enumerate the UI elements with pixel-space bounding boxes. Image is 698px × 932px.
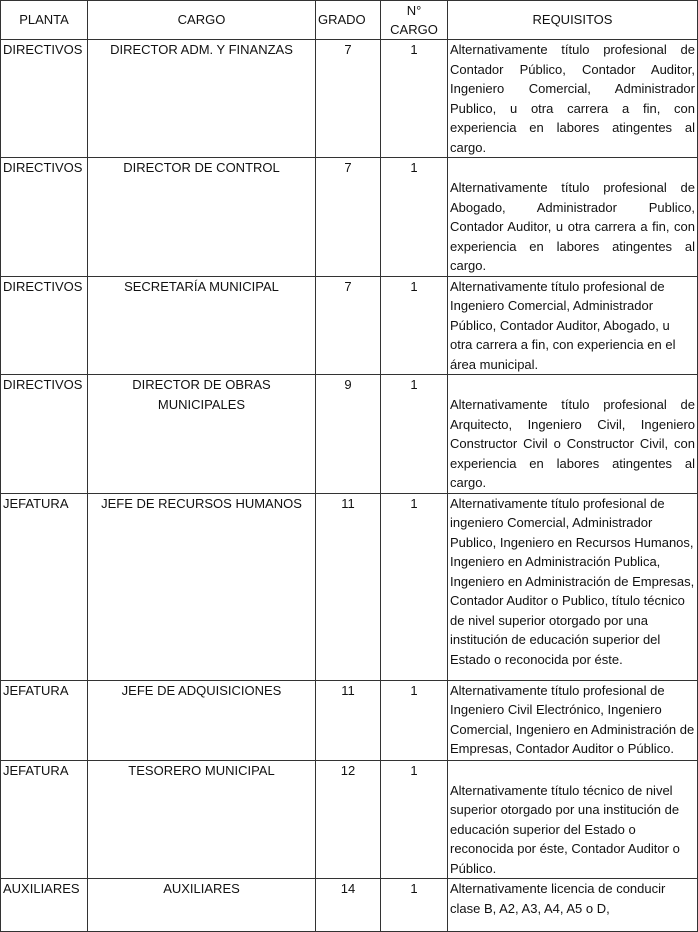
header-requisitos: REQUISITOS <box>448 1 698 40</box>
grado-cell: 11 <box>316 680 381 760</box>
requisitos-cell: Alternativamente título profesional de Ingeniero Civil Electrónico, Ingeniero Comercial, Ingeniero en Administración de Empresas, Contador Auditor o Público. <box>448 680 698 760</box>
requisitos-cell: Alternativamente licencia de conducir clase B, A2, A3, A4, A5 o D, <box>448 879 698 932</box>
cargo-cell: JEFE DE RECURSOS HUMANOS <box>88 493 316 680</box>
cargo-cell: JEFE DE ADQUISICIONES <box>88 680 316 760</box>
table-row <box>1 40 698 158</box>
grado-cell: 12 <box>316 760 381 879</box>
header-grado: GRADO <box>316 1 381 40</box>
requisitos-cell: Alternativamente título profesional de ingeniero Comercial, Administrador Publico, Ingeniero en Recursos Humanos, Ingeniero en Administración Publica, Ingeniero en Administración de Empresas, Contador Auditor o Publico, título técnico de nivel superior otorgado por una institución de educación superior del Estado o reconocida por éste. <box>448 493 698 680</box>
grado-cell: 11 <box>316 493 381 680</box>
planta-cell: DIRECTIVOS <box>1 158 88 277</box>
planta-cell: DIRECTIVOS <box>1 40 88 158</box>
header-planta: PLANTA <box>1 1 88 40</box>
grado-cell: 14 <box>316 879 381 932</box>
header-row <box>1 1 698 40</box>
header-cargo: CARGO <box>88 1 316 40</box>
n-cargo-cell: 1 <box>381 276 448 375</box>
n-cargo-cell: 1 <box>381 680 448 760</box>
n-cargo-cell: 1 <box>381 879 448 932</box>
n-cargo-cell: 1 <box>381 375 448 494</box>
cargo-cell: DIRECTOR ADM. Y FINANZAS <box>88 40 316 158</box>
planta-cell: JEFATURA <box>1 493 88 680</box>
header-n-cargo-line1: N° <box>406 3 422 18</box>
table-row <box>1 375 698 494</box>
planta-cell: DIRECTIVOS <box>1 276 88 375</box>
cargo-cell: DIRECTOR DE OBRAS MUNICIPALES <box>88 375 316 494</box>
requisitos-cell: Alternativamente título profesional de Ingeniero Comercial, Administrador Público, Contador Auditor, Abogado, u otra carrera a fin, con experiencia en el área municipal. <box>448 276 698 375</box>
grado-cell: 7 <box>316 40 381 158</box>
n-cargo-cell: 1 <box>381 760 448 879</box>
planta-cell: JEFATURA <box>1 680 88 760</box>
requisitos-cell: Alternativamente título profesional de Arquitecto, Ingeniero Civil, Ingeniero Constructor Civil o Constructor Civil, con experiencia en labores atingentes al cargo. <box>448 375 698 494</box>
cargo-cell: AUXILIARES <box>88 879 316 932</box>
header-n-cargo <box>381 1 448 40</box>
n-cargo-cell: 1 <box>381 40 448 158</box>
grado-cell: 9 <box>316 375 381 494</box>
n-cargo-cell: 1 <box>381 493 448 680</box>
requisitos-cell: Alternativamente título técnico de nivel superior otorgado por una institución de educación superior del Estado o reconocida por éste, Contador Auditor o Público. <box>448 760 698 879</box>
table-row <box>1 879 698 932</box>
cargo-cell: TESORERO MUNICIPAL <box>88 760 316 879</box>
table-row <box>1 680 698 760</box>
cargo-cell: SECRETARÍA MUNICIPAL <box>88 276 316 375</box>
header-n-cargo-line2: CARGO <box>390 22 438 37</box>
requisitos-cell: Alternativamente título profesional de Abogado, Administrador Publico, Contador Auditor, u otra carrera a fin, con experiencia en labores atingentes al cargo. <box>448 158 698 277</box>
table-row <box>1 493 698 680</box>
planta-cell: AUXILIARES <box>1 879 88 932</box>
grado-cell: 7 <box>316 276 381 375</box>
table-row <box>1 276 698 375</box>
cargo-cell: DIRECTOR DE CONTROL <box>88 158 316 277</box>
grado-cell: 7 <box>316 158 381 277</box>
requisitos-cell: Alternativamente título profesional de Contador Público, Contador Auditor, Ingeniero Comercial, Administrador Publico, u otra carrera a fin, con experiencia en labores atingentes al cargo. <box>448 40 698 158</box>
n-cargo-cell: 1 <box>381 158 448 277</box>
table-row <box>1 158 698 277</box>
planta-cell: DIRECTIVOS <box>1 375 88 494</box>
planta-cell: JEFATURA <box>1 760 88 879</box>
